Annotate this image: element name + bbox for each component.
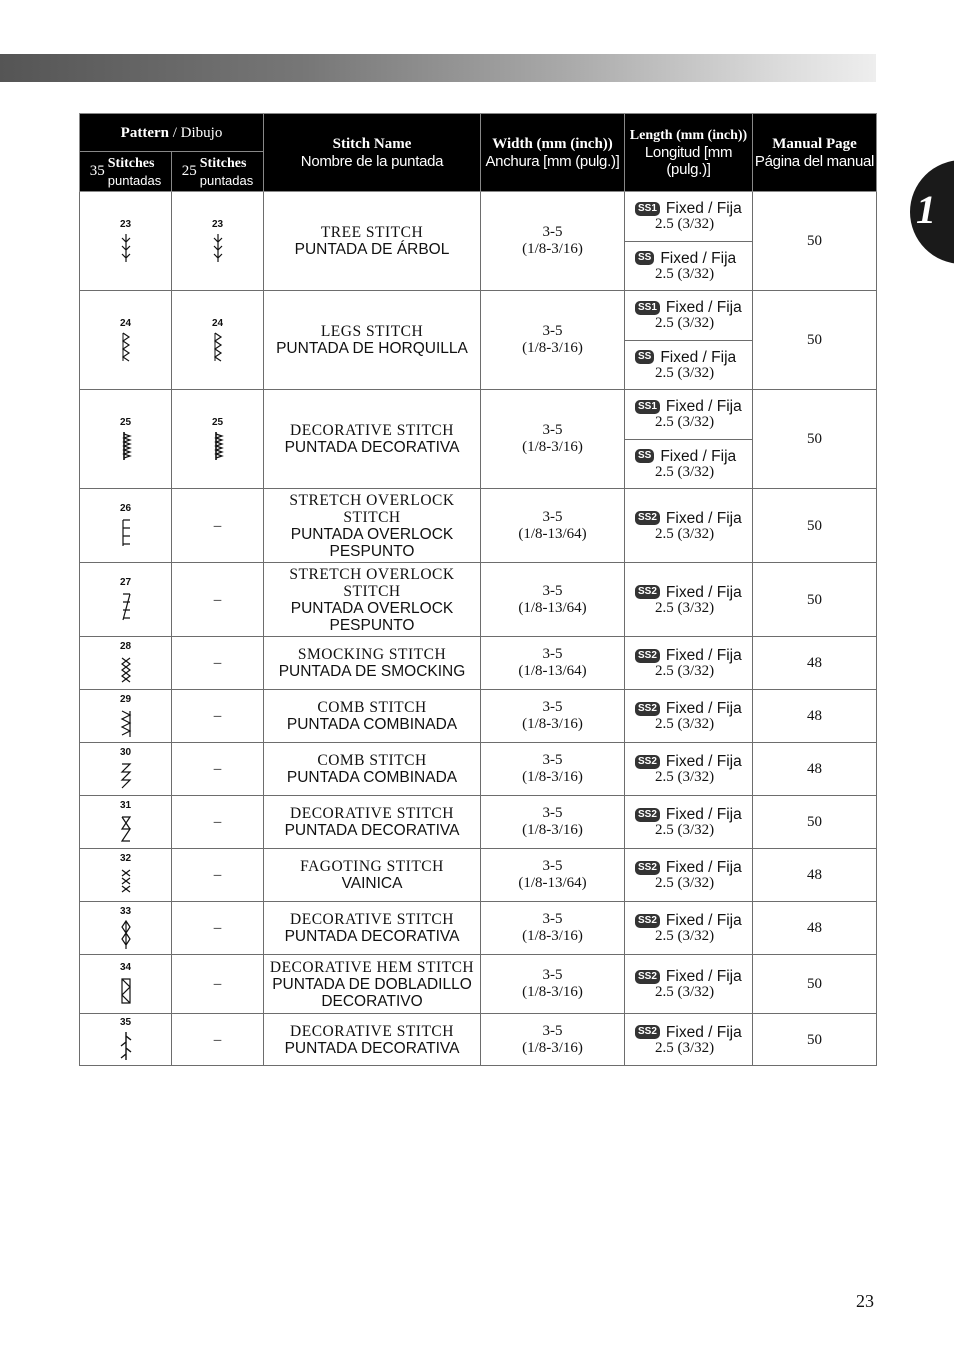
fixed-label: Fixed / Fija [665, 912, 742, 929]
stitch-name-en: COMB STITCH [317, 752, 427, 769]
length-value: 2.5 (3/32) [655, 769, 715, 785]
width-inch: (1/8-13/64) [518, 599, 587, 616]
fixed-label: Fixed / Fija [660, 249, 737, 267]
stitch-name-cell [264, 637, 481, 690]
manual-page-value: 48 [807, 655, 822, 671]
pattern-25-cell [172, 192, 264, 291]
table-row [80, 690, 877, 743]
stitch-number: 28 [119, 640, 132, 652]
not-available-dash: – [213, 920, 222, 936]
manual-page-cell [753, 489, 877, 563]
stitch-number: 32 [119, 852, 132, 864]
width-cell [481, 563, 625, 637]
manual-page-header: Manual Page Página del manual [753, 114, 877, 192]
stitch-length-badge: SS2 [635, 970, 660, 984]
manual-page-value: 48 [807, 708, 822, 724]
stitch-pattern-icon [212, 331, 224, 363]
width-inch: (1/8-3/16) [522, 241, 583, 257]
pattern-35-cell [80, 390, 172, 489]
length-value: 2.5 (3/32) [655, 822, 715, 838]
not-available-dash: – [213, 976, 222, 992]
manual-page-value: 50 [807, 233, 822, 249]
manual-page-value: 50 [807, 517, 822, 534]
fixed-label: Fixed / Fija [660, 447, 737, 465]
fixed-label: Fixed / Fija [660, 348, 737, 366]
width-mm: 3-5 [542, 858, 563, 874]
stitch-length-badge: SS2 [635, 755, 660, 769]
table-row [80, 637, 877, 690]
width-cell [481, 796, 625, 849]
length-value: 2.5 (3/32) [655, 1039, 715, 1056]
length-value: 2.5 (3/32) [655, 599, 715, 616]
length-value: 2.5 (3/32) [655, 525, 715, 542]
stitch-length-badge: SS2 [635, 585, 660, 599]
manual-page-value: 50 [807, 591, 822, 608]
width-inch: (1/8-13/64) [518, 663, 587, 679]
stitch-name-en: DECORATIVE STITCH [290, 1022, 454, 1040]
fixed-label: Fixed / Fija [665, 753, 742, 770]
stitch-number: 35 [119, 1017, 132, 1028]
fixed-label: Fixed / Fija [665, 200, 742, 218]
length-cell [625, 637, 753, 690]
width-mm: 3-5 [542, 646, 563, 662]
stitch-length-badge: SS [635, 449, 654, 463]
width-mm: 3-5 [542, 805, 563, 821]
not-available-dash: – [213, 655, 222, 671]
pattern-35-cell [80, 955, 172, 1014]
stitch-pattern-icon [212, 430, 224, 462]
fixed-label: Fixed / Fija [665, 583, 742, 601]
width-mm: 3-5 [542, 422, 563, 438]
stitch-name-cell [264, 796, 481, 849]
stitch-number: 27 [119, 577, 132, 588]
not-available-dash: – [213, 708, 222, 724]
stitch-name-cell [264, 489, 481, 563]
pattern-25-cell [172, 743, 264, 796]
length-value: 2.5 (3/32) [655, 875, 715, 891]
length-cell [625, 690, 753, 743]
length-cell [625, 340, 753, 390]
fixed-label: Fixed / Fija [665, 806, 742, 823]
table-row [80, 796, 877, 849]
manual-page-cell [753, 849, 877, 902]
width-cell [481, 489, 625, 563]
width-mm: 3-5 [542, 582, 563, 599]
width-cell [481, 1014, 625, 1066]
pattern-35-cell [80, 796, 172, 849]
stitch-name-header: Stitch Name Nombre de la puntada [264, 114, 481, 192]
stitch-number: 31 [119, 799, 132, 811]
width-inch: (1/8-3/16) [522, 716, 583, 732]
width-inch: (1/8-13/64) [518, 875, 587, 891]
stitch-pattern-icon [120, 866, 132, 898]
pattern-25-cell [172, 390, 264, 489]
stitch-name-es: PUNTADA DECORATIVA [284, 1039, 460, 1057]
pattern-25-cell [172, 690, 264, 743]
stitch-name-es: PUNTADA DECORATIVA [284, 928, 460, 945]
stitch-name-cell [264, 390, 481, 489]
stitch-number: 33 [119, 905, 132, 917]
manual-page-cell [753, 743, 877, 796]
stitch-length-badge: SS2 [635, 702, 660, 716]
stitch-name-es: VAINICA [341, 875, 403, 892]
table-row [80, 563, 877, 637]
length-cell [625, 439, 753, 489]
stitch-length-badge: SS1 [635, 301, 660, 315]
stitch-name-cell [264, 743, 481, 796]
manual-page-value: 48 [807, 761, 822, 777]
length-value: 2.5 (3/32) [655, 364, 715, 381]
table-row [80, 390, 877, 440]
length-value: 2.5 (3/32) [655, 928, 715, 944]
stitch-name-es: PUNTADA DE HORQUILLA [276, 340, 468, 357]
length-cell [625, 489, 753, 563]
header-band-top [0, 54, 876, 68]
length-header: Length (mm (inch)) Longitud [mm (pulg.)] [625, 114, 753, 192]
stitch-table [79, 113, 877, 1066]
stitch-name-es: PUNTADA DE SMOCKING [278, 663, 466, 680]
pattern-35-cell [80, 563, 172, 637]
table-row [80, 743, 877, 796]
manual-page-value: 50 [807, 431, 822, 447]
stitch-name-es: PUNTADA COMBINADA [286, 716, 458, 733]
width-cell [481, 690, 625, 743]
manual-page-cell [753, 390, 877, 489]
pattern-25-cell [172, 796, 264, 849]
pattern-35-cell [80, 690, 172, 743]
stitch-number: 23 [119, 218, 132, 230]
pattern-25-cell [172, 902, 264, 955]
stitch-length-badge: SS1 [635, 400, 660, 414]
chapter-number: 1 [916, 187, 936, 232]
table-row [80, 955, 877, 1014]
table-row [80, 192, 877, 242]
width-inch: (1/8-13/64) [518, 525, 587, 542]
stitch-name-cell [264, 690, 481, 743]
stitch-pattern-icon [120, 516, 132, 548]
pattern-35-cell [80, 743, 172, 796]
stitch-name-es: PUNTADA COMBINADA [286, 769, 458, 786]
stitch-name-es: PUNTADA DE DOBLADILLO DECORATIVO [272, 975, 472, 1010]
manual-page-cell [753, 637, 877, 690]
stitch-name-en: DECORATIVE STITCH [290, 911, 454, 928]
pattern-25-cell [172, 291, 264, 390]
stitch-name-cell [264, 902, 481, 955]
length-value: 2.5 (3/32) [655, 984, 715, 1000]
width-cell [481, 902, 625, 955]
stitch-length-badge: SS2 [635, 808, 660, 822]
stitch-name-en: DECORATIVE STITCH [290, 422, 454, 439]
width-inch: (1/8-3/16) [522, 984, 583, 1000]
pattern-35-cell [80, 902, 172, 955]
stitch-name-en: COMB STITCH [317, 699, 427, 716]
manual-page-cell [753, 902, 877, 955]
stitch-name-en: DECORATIVE STITCH [290, 805, 454, 822]
stitch-name-en: TREE STITCH [320, 224, 424, 241]
stitch-name-en: FAGOTING STITCH [300, 858, 444, 875]
length-cell [625, 955, 753, 1014]
length-value: 2.5 (3/32) [655, 463, 715, 480]
pattern-35-cell [80, 637, 172, 690]
fixed-label: Fixed / Fija [665, 859, 742, 876]
stitch-pattern-icon [120, 331, 132, 363]
pattern-35-cell [80, 849, 172, 902]
stitch-length-badge: SS [635, 251, 654, 265]
length-value: 2.5 (3/32) [655, 663, 715, 679]
width-inch: (1/8-3/16) [522, 822, 583, 838]
width-cell [481, 743, 625, 796]
length-cell [625, 241, 753, 291]
fixed-label: Fixed / Fija [665, 509, 742, 527]
stitch-name-es: PUNTADA OVERLOCK PESPUNTO [290, 599, 454, 634]
stitch-name-es: PUNTADA DE ÁRBOL [294, 241, 450, 258]
pattern-35-cell [80, 291, 172, 390]
stitch-pattern-icon [120, 919, 132, 951]
length-cell [625, 849, 753, 902]
stitch-number: 24 [119, 317, 132, 329]
manual-page-cell [753, 192, 877, 291]
manual-page-value: 50 [807, 1031, 822, 1048]
pattern-35-cell [80, 489, 172, 563]
fixed-label: Fixed / Fija [665, 1023, 742, 1041]
manual-page-cell [753, 690, 877, 743]
stitch-pattern-icon [120, 707, 132, 739]
table-row [80, 902, 877, 955]
pattern-25-cell [172, 955, 264, 1014]
length-cell [625, 390, 753, 440]
width-mm: 3-5 [542, 323, 563, 339]
pattern-25-cell [172, 637, 264, 690]
stitch-length-badge: SS [635, 350, 654, 364]
stitch-name-es: PUNTADA OVERLOCK PESPUNTO [290, 525, 454, 560]
fixed-label: Fixed / Fija [665, 647, 742, 664]
stitch-name-cell [264, 1014, 481, 1066]
stitch-number: 30 [119, 746, 132, 758]
manual-page-value: 50 [807, 814, 822, 830]
stitch-pattern-icon [120, 654, 132, 686]
pattern-35-cell [80, 1014, 172, 1066]
stitch-name-cell [264, 291, 481, 390]
stitch-number: 23 [211, 218, 224, 230]
table-row [80, 291, 877, 341]
stitch-name-es: PUNTADA DECORATIVA [284, 822, 460, 839]
stitch-number: 34 [119, 961, 132, 973]
not-available-dash: – [213, 517, 222, 534]
width-inch: (1/8-3/16) [522, 928, 583, 944]
page-number: 23 [856, 1291, 874, 1311]
stitch-length-badge: SS2 [635, 1025, 660, 1039]
table-row [80, 849, 877, 902]
stitch-name-cell [264, 563, 481, 637]
stitch-name-es: PUNTADA DECORATIVA [284, 439, 460, 456]
manual-page-cell [753, 563, 877, 637]
manual-page-cell [753, 796, 877, 849]
stitches-35-header: 35 Stitches puntadas [80, 152, 172, 192]
width-mm: 3-5 [542, 1022, 563, 1039]
width-inch: (1/8-3/16) [522, 340, 583, 356]
stitch-pattern-icon [120, 813, 132, 845]
stitch-length-badge: SS1 [635, 202, 660, 216]
manual-page-value: 48 [807, 920, 822, 936]
table-row [80, 489, 877, 563]
stitch-number: 24 [211, 317, 224, 329]
table-row [80, 1014, 877, 1066]
fixed-label: Fixed / Fija [665, 398, 742, 416]
manual-page-value: 48 [807, 867, 822, 883]
stitch-name-en: LEGS STITCH [320, 323, 424, 340]
length-cell [625, 902, 753, 955]
stitch-name-en: STRETCH OVERLOCK STITCH [289, 565, 455, 600]
length-value: 2.5 (3/32) [655, 716, 715, 732]
width-header: Width (mm (inch)) Anchura [mm (pulg.)] [481, 114, 625, 192]
stitch-number: 25 [211, 416, 224, 428]
stitch-name-cell [264, 955, 481, 1014]
pattern-header: Pattern / Dibujo [80, 114, 264, 152]
fixed-label: Fixed / Fija [665, 299, 742, 317]
width-cell [481, 849, 625, 902]
stitch-name-en: STRETCH OVERLOCK STITCH [289, 491, 455, 526]
width-inch: (1/8-3/16) [522, 1039, 583, 1056]
length-cell [625, 192, 753, 242]
stitch-number: 26 [119, 503, 132, 514]
stitch-pattern-icon [120, 1030, 132, 1062]
stitch-pattern-icon [120, 430, 132, 462]
length-cell [625, 796, 753, 849]
not-available-dash: – [213, 761, 222, 777]
width-cell [481, 192, 625, 291]
stitch-pattern-icon [120, 760, 132, 792]
length-cell [625, 291, 753, 341]
stitch-number: 25 [119, 416, 132, 428]
pattern-35-cell [80, 192, 172, 291]
stitch-length-badge: SS2 [635, 861, 660, 875]
stitch-pattern-icon [120, 590, 132, 622]
length-value: 2.5 (3/32) [655, 216, 715, 233]
pattern-25-cell [172, 849, 264, 902]
pattern-25-cell [172, 563, 264, 637]
stitch-length-badge: SS2 [635, 511, 660, 525]
width-inch: (1/8-3/16) [522, 769, 583, 785]
stitch-name-en: SMOCKING STITCH [297, 646, 447, 663]
not-available-dash: – [213, 591, 222, 608]
manual-page-cell [753, 291, 877, 390]
width-mm: 3-5 [542, 752, 563, 768]
width-mm: 3-5 [542, 699, 563, 715]
fixed-label: Fixed / Fija [665, 700, 742, 717]
stitch-pattern-icon [120, 975, 132, 1007]
manual-page-value: 50 [807, 332, 822, 348]
length-cell [625, 1014, 753, 1066]
width-mm: 3-5 [542, 911, 563, 927]
fixed-label: Fixed / Fija [665, 968, 742, 985]
not-available-dash: – [213, 814, 222, 830]
pattern-25-cell [172, 489, 264, 563]
stitch-pattern-icon [120, 232, 132, 264]
stitch-length-badge: SS2 [635, 649, 660, 663]
stitch-name-cell [264, 192, 481, 291]
stitch-length-badge: SS2 [635, 914, 660, 928]
length-cell [625, 563, 753, 637]
length-cell [625, 743, 753, 796]
stitch-name-cell [264, 849, 481, 902]
length-value: 2.5 (3/32) [655, 315, 715, 332]
manual-page-cell [753, 955, 877, 1014]
width-mm: 3-5 [542, 967, 563, 983]
pattern-25-cell [172, 1014, 264, 1066]
not-available-dash: – [213, 867, 222, 883]
width-cell [481, 390, 625, 489]
length-value: 2.5 (3/32) [655, 414, 715, 431]
stitches-25-header: 25 Stitches puntadas [172, 152, 264, 192]
manual-page-cell [753, 1014, 877, 1066]
manual-page-value: 50 [807, 976, 822, 992]
width-cell [481, 637, 625, 690]
width-inch: (1/8-3/16) [522, 439, 583, 455]
width-mm: 3-5 [542, 224, 563, 240]
width-mm: 3-5 [542, 508, 563, 525]
stitch-number: 29 [119, 693, 132, 705]
stitch-name-en: DECORATIVE HEM STITCH [269, 958, 475, 976]
stitch-pattern-icon [212, 232, 224, 264]
not-available-dash: – [213, 1031, 222, 1048]
length-value: 2.5 (3/32) [655, 265, 715, 282]
width-cell [481, 291, 625, 390]
width-cell [481, 955, 625, 1014]
header-band-bottom [0, 68, 876, 82]
